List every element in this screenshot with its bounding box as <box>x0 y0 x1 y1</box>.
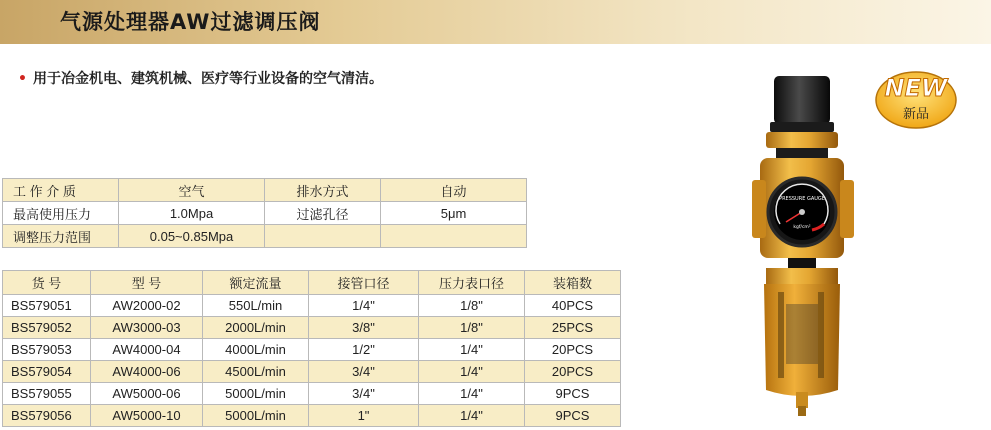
gauge-label: PRESSURE GAUGE <box>779 196 825 202</box>
gauge-unit: kgf/cm² <box>793 225 811 230</box>
column-header: 压力表口径 <box>419 271 525 295</box>
cell-item-no: BS579052 <box>3 317 91 339</box>
column-header: 接管口径 <box>309 271 419 295</box>
cell-flow: 4000L/min <box>203 339 309 361</box>
new-badge-subtext: 新品 <box>902 107 930 122</box>
table-row <box>3 295 621 317</box>
cell-port: 3/4" <box>309 361 419 383</box>
cell-item-no: BS579055 <box>3 383 91 405</box>
cell-model: AW3000-03 <box>91 317 203 339</box>
cell-gauge-port: 1/8" <box>419 295 525 317</box>
cell-model: AW5000-10 <box>91 405 203 427</box>
header-bar <box>0 0 991 44</box>
cell-packing: 40PCS <box>525 295 621 317</box>
cell-model: AW4000-04 <box>91 339 203 361</box>
spec-value <box>381 225 527 248</box>
cell-packing: 20PCS <box>525 361 621 383</box>
new-badge-text: NEW <box>884 74 948 102</box>
cell-gauge-port: 1/4" <box>419 405 525 427</box>
cell-flow: 550L/min <box>203 295 309 317</box>
table-row <box>3 361 621 383</box>
cell-port: 1/2" <box>309 339 419 361</box>
cell-packing: 20PCS <box>525 339 621 361</box>
spec-value: 5μm <box>381 202 527 225</box>
bullet-icon: • <box>18 71 27 87</box>
cell-flow: 4500L/min <box>203 361 309 383</box>
spec-value: 空气 <box>119 179 265 202</box>
spec-row <box>3 179 527 202</box>
spec-label <box>265 225 381 248</box>
spec-label: 过滤孔径 <box>265 202 381 225</box>
cell-port: 3/8" <box>309 317 419 339</box>
cell-port: 1" <box>309 405 419 427</box>
spec-label: 排水方式 <box>265 179 381 202</box>
table-row <box>3 317 621 339</box>
spec-row <box>3 202 527 225</box>
cell-model: AW2000-02 <box>91 295 203 317</box>
column-header: 货 号 <box>3 271 91 295</box>
cell-port: 1/4" <box>309 295 419 317</box>
model-table <box>2 270 621 427</box>
cell-packing: 9PCS <box>525 383 621 405</box>
column-header: 额定流量 <box>203 271 309 295</box>
column-header: 型 号 <box>91 271 203 295</box>
spec-label: 工 作 介 质 <box>3 179 119 202</box>
spec-value: 1.0Mpa <box>119 202 265 225</box>
table-row <box>3 405 621 427</box>
cell-gauge-port: 1/4" <box>419 339 525 361</box>
column-header: 装箱数 <box>525 271 621 295</box>
cell-gauge-port: 1/4" <box>419 361 525 383</box>
description-text: 用于冶金机电、建筑机械、医疗等行业设备的空气清洁。 <box>32 71 383 87</box>
page-title: 气源处理器AW过滤调压阀 <box>60 10 321 34</box>
cell-flow: 5000L/min <box>203 405 309 427</box>
table-header-row <box>3 271 621 295</box>
spec-table <box>2 178 527 248</box>
spec-label: 调整压力范围 <box>3 225 119 248</box>
cell-packing: 25PCS <box>525 317 621 339</box>
cell-model: AW4000-06 <box>91 361 203 383</box>
description-line <box>18 68 383 88</box>
cell-item-no: BS579051 <box>3 295 91 317</box>
filter-regulator-image <box>746 72 866 422</box>
new-badge-icon <box>870 62 962 132</box>
cell-item-no: BS579053 <box>3 339 91 361</box>
spec-label: 最高使用压力 <box>3 202 119 225</box>
spec-value: 0.05~0.85Mpa <box>119 225 265 248</box>
table-row <box>3 339 621 361</box>
cell-item-no: BS579056 <box>3 405 91 427</box>
cell-model: AW5000-06 <box>91 383 203 405</box>
cell-flow: 5000L/min <box>203 383 309 405</box>
cell-gauge-port: 1/4" <box>419 383 525 405</box>
cell-port: 3/4" <box>309 383 419 405</box>
spec-row <box>3 225 527 248</box>
cell-packing: 9PCS <box>525 405 621 427</box>
spec-value: 自动 <box>381 179 527 202</box>
cell-flow: 2000L/min <box>203 317 309 339</box>
cell-gauge-port: 1/8" <box>419 317 525 339</box>
table-row <box>3 383 621 405</box>
cell-item-no: BS579054 <box>3 361 91 383</box>
